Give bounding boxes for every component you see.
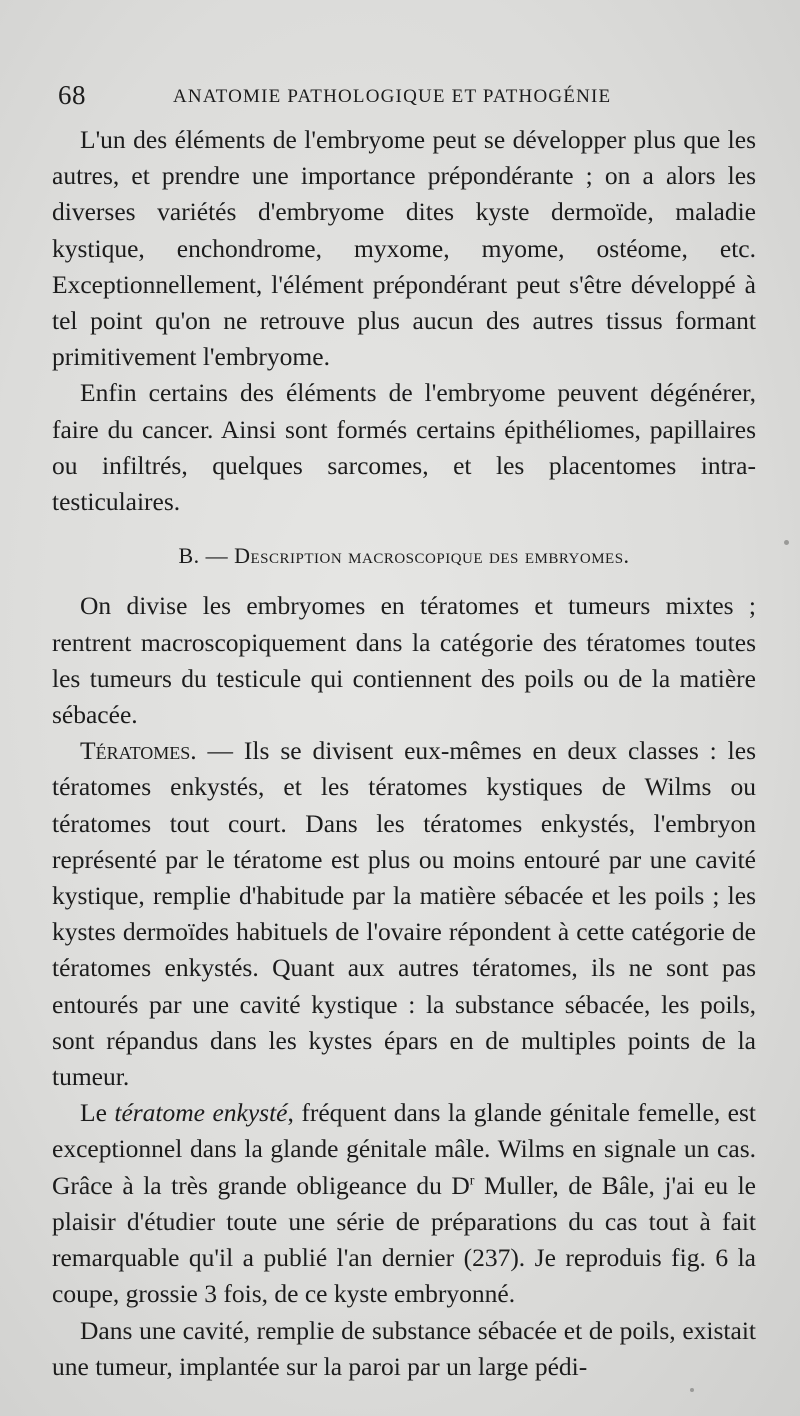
paragraph-5-end: Muller, de Bâle, j'ai eu le plaisir d'étudier toute une série de préparations du cas tout à fait remarquable qu'il a publié l'an dernier (237). Je reproduis fig. 6 la coupe, grossie 3 fois, de ce kyste embryonné. (52, 1170, 756, 1309)
doctor-superscript: r (469, 1173, 475, 1189)
running-title: ANATOMIE PATHOLOGIQUE ET PATHOGÉNIE (173, 86, 612, 107)
teratomes-lead: Tératomes. (80, 736, 197, 766)
paper-speck (690, 1388, 694, 1392)
paragraph-3: On divise les embryomes en tératomes et tumeurs mixtes ; rentrent macroscopiquement dans la catégorie des tératomes toutes les tumeurs du testicule qui contiennent des poils ou de la matière sébacée. (52, 591, 756, 730)
paragraph-5-start: Le (80, 1098, 115, 1128)
paragraph-4 (52, 733, 756, 1095)
paragraph-5-middle: , fréquent dans la glande génitale femelle, est exceptionnel dans la glande génitale mâle. Wilms en signale un cas. Grâce à la très grande obligeance du D (52, 1098, 756, 1200)
page-number: 68 (58, 80, 86, 110)
paragraph-2: Enfin certains des éléments de l'embryome peuvent dégénérer, faire du cancer. Ainsi sont formés certains épithéliomes, papillaires ou infiltrés, quelques sarcomes, et les placentomes intra-testiculaires. (52, 378, 756, 517)
paragraph-6: Dans une cavité, remplie de substance sébacée et de poils, existait une tumeur, implantée sur la paroi par un large pédi- (52, 1315, 756, 1381)
section-heading: B. — Description macroscopique des embryomes. (178, 543, 630, 569)
paragraph-5 (52, 1095, 756, 1312)
paragraph-5-italic: tératome enkysté (114, 1098, 288, 1128)
paragraph-4-text: — Ils se divisent eux-mêmes en deux classes : les tératomes enkystés, et les tératomes kystiques de Wilms ou tératomes tout court. Dans les tératomes enkystés, l'embryon représenté par le tératome est plus ou moins entouré par une cavité kystique, remplie d'habitude par la matière sébacée et les poils ; les kystes dermoïdes habituels de l'ovaire répondent à cette catégorie de tératomes enkystés. Quant aux autres tératomes, ils ne sont pas entourés par une cavité kystique : la substance sébacée, les poils, sont répandus dans les kystes épars en de multiples points de la tumeur. (52, 736, 756, 1092)
paragraph-1: L'un des éléments de l'embryome peut se développer plus que les autres, et prendre une importance prépondérante ; on a alors les diverses variétés d'embryome dites kyste dermoïde, maladie kystique, enchondrome, myxome, myome, ostéome, etc. Exceptionnellement, l'élément prépondérant peut s'être développé à tel point qu'on ne retrouve plus aucun des autres tissus formant primitivement l'embryome. (52, 125, 756, 372)
page-header (58, 80, 758, 114)
body-text (52, 122, 756, 1385)
paper-speck (784, 540, 789, 545)
